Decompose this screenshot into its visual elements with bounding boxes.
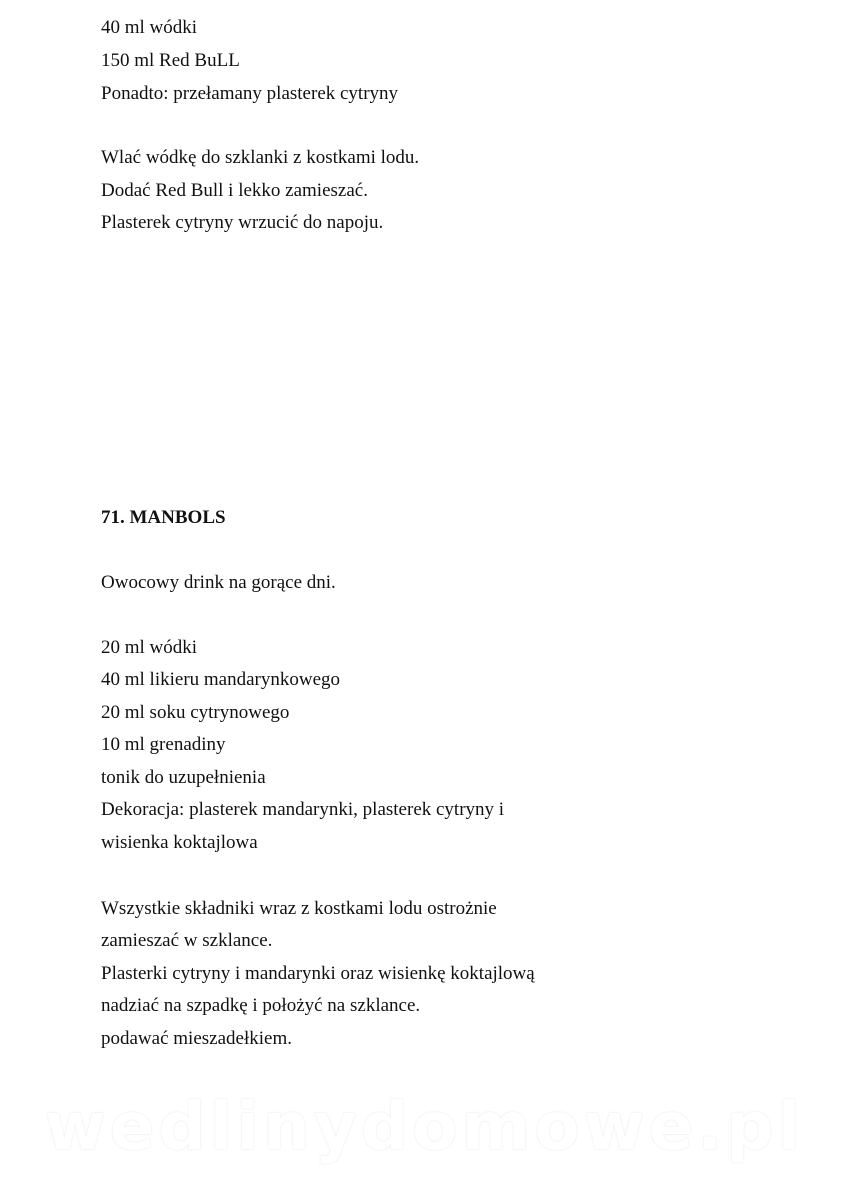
watermark: wedlinydomowe.pl — [44, 1088, 805, 1165]
ingredient-line: Dekoracja: plasterek mandarynki, plasterek cytryny i — [101, 799, 505, 820]
ingredient-line: 40 ml wódki — [101, 17, 198, 38]
recipe-title: 71. MANBOLS — [101, 507, 226, 528]
instruction-line: Plasterki cytryny i mandarynki oraz wisienkę koktajlową — [101, 963, 535, 984]
instruction-line: Plasterek cytryny wrzucić do napoju. — [101, 212, 384, 233]
ingredient-line: 150 ml Red BuLL — [101, 50, 240, 71]
instruction-line: zamieszać w szklance. — [101, 930, 273, 951]
ingredient-line: 20 ml soku cytrynowego — [101, 702, 290, 723]
recipe-description: Owocowy drink na gorące dni. — [101, 572, 336, 593]
ingredient-line: 20 ml wódki — [101, 637, 198, 658]
ingredient-line: Ponadto: przełamany plasterek cytryny — [101, 83, 399, 104]
ingredient-line: 10 ml grenadiny — [101, 734, 226, 755]
ingredient-line: wisienka koktajlowa — [101, 832, 258, 853]
instruction-line: Wlać wódkę do szklanki z kostkami lodu. — [101, 147, 420, 168]
instruction-line: podawać mieszadełkiem. — [101, 1028, 292, 1049]
instruction-line: nadziać na szpadkę i położyć na szklance. — [101, 995, 421, 1016]
ingredient-line: tonik do uzupełnienia — [101, 767, 266, 788]
instruction-line: Dodać Red Bull i lekko zamieszać. — [101, 180, 368, 201]
ingredient-line: 40 ml likieru mandarynkowego — [101, 669, 341, 690]
instruction-line: Wszystkie składniki wraz z kostkami lodu ostrożnie — [101, 898, 497, 919]
